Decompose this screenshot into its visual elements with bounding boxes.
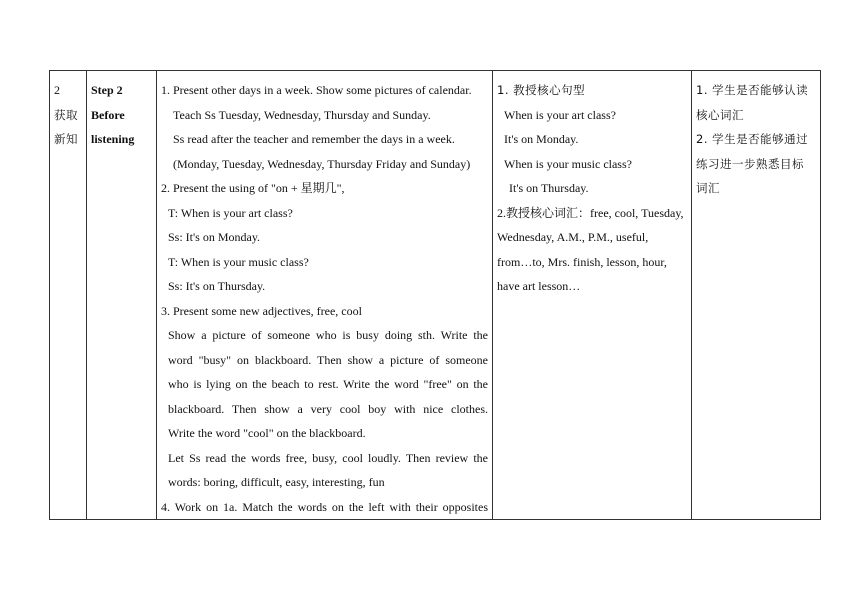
activity-line: blackboard. Then show a very cool boy with nice clothes. [168, 401, 488, 416]
activity-line: T: When is your music class? [168, 254, 309, 269]
activity-line: 2. Present the using of "on + 星期几", [161, 181, 345, 195]
step-number: 2 [54, 83, 60, 97]
step-name-line: Step 2 [91, 83, 123, 97]
assessment-line: 1. 学生是否能够认读 [696, 83, 809, 97]
activity-line: who is lying on the beach to rest. Write the word "free" on the [168, 377, 488, 391]
activity-line: Teach Ss Tuesday, Wednesday, Thursday and Sunday. [173, 107, 431, 122]
assessment-line: 练习进一步熟悉目标 [696, 156, 804, 171]
teaching-point-line: Wednesday, A.M., P.M., useful, [497, 230, 649, 244]
assessment-line: 词汇 [696, 181, 720, 195]
teaching-point-line: from…to, Mrs. finish, lesson, hour, [497, 254, 667, 269]
activity-line: Ss read after the teacher and remember the days in a week. [173, 132, 455, 146]
assessment-cell [692, 71, 821, 520]
activity-line: T: When is your art class? [168, 205, 293, 220]
activity-line: 1. Present other days in a week. Show some pictures of calendar. [161, 83, 472, 97]
teaching-point-line: When is your art class? [504, 107, 616, 122]
teaching-point-line: 2.教授核心词汇：free, cool, Tuesday, [497, 205, 684, 220]
activity-line: Show a picture of someone who is busy doing sth. Write the [168, 328, 488, 342]
step-name-line: Before [91, 107, 125, 122]
step-name-cell [87, 71, 157, 520]
step-number-cell [50, 71, 87, 520]
teaching-point-line: It's on Thursday. [509, 181, 589, 195]
step-label-line: 新知 [54, 132, 78, 146]
teaching-point-line: When is your music class? [504, 156, 632, 171]
activity-line: Ss: It's on Monday. [168, 230, 261, 244]
teaching-points-cell [493, 71, 692, 520]
activity-line: 3. Present some new adjectives, free, cool [161, 303, 362, 318]
activity-line: Write the word "cool" on the blackboard. [168, 426, 366, 440]
activity-line: words: boring, difficult, easy, interesting, fun [168, 475, 385, 489]
activity-line: Let Ss read the words free, busy, cool loudly. Then review the [168, 450, 488, 465]
assessment-line: 2. 学生是否能够通过 [696, 132, 809, 146]
activity-line: 4. Work on 1a. Match the words on the left with their opposites [161, 499, 488, 514]
step-label-line: 获取 [54, 107, 78, 122]
teaching-point-line: It's on Monday. [504, 132, 579, 146]
activity-line: word "busy" on blackboard. Then show a picture of someone [168, 352, 488, 367]
teaching-point-line: 1. 教授核心句型 [497, 83, 586, 97]
teaching-point-line: have art lesson… [497, 279, 581, 293]
table-row [50, 71, 821, 520]
activity-line: (Monday, Tuesday, Wednesday, Thursday Friday and Sunday) [173, 156, 471, 171]
lesson-plan-table [49, 70, 821, 520]
assessment-line: 核心词汇 [696, 107, 744, 122]
activity-line: Ss: It's on Thursday. [168, 279, 266, 293]
activities-cell [157, 71, 493, 520]
step-name-line: listening [91, 132, 135, 146]
